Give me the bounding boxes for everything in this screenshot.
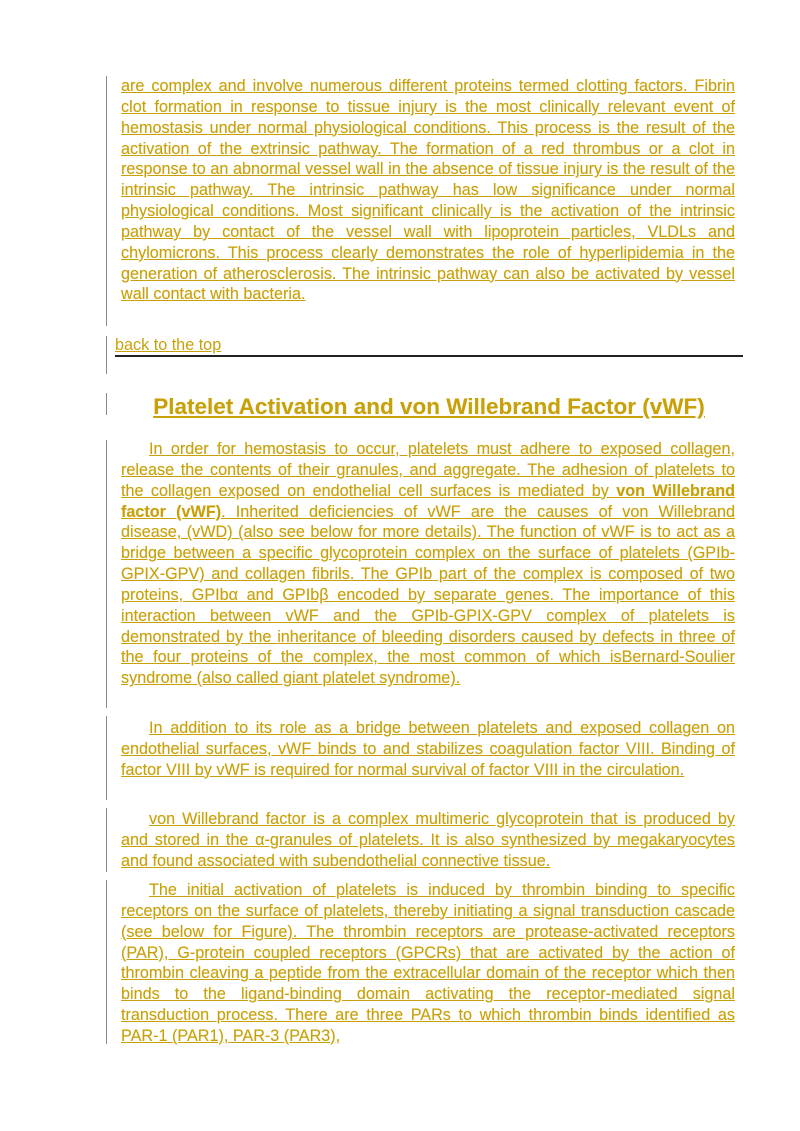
paragraph-2	[121, 718, 735, 781]
paragraph-1	[121, 439, 735, 689]
paragraph-3-text: von Willebrand factor is a complex multimeric glycoprotein that is produced by and stored in the α-granules of platelets. It is also synthesized by megakaryocytes and found associated with subendothelial connective tissue.	[121, 810, 735, 870]
change-bar	[106, 393, 107, 415]
paragraph-2-text: In addition to its role as a bridge between platelets and exposed collagen on endothelial surfaces, vWF binds to and stabilizes coagulation factor VIII. Binding of factor VIII by vWF is required for normal survival of factor VIII in the circulation.	[121, 719, 735, 779]
change-bar	[106, 716, 107, 800]
change-bar	[106, 440, 107, 708]
paragraph-4	[121, 880, 735, 1047]
paragraph-4-text: The initial activation of platelets is induced by thrombin binding to specific receptors on the surface of platelets, thereby initiating a signal transduction cascade (see below for Figure). The thrombin receptors are protease-activated receptors (PAR), G-protein coupled receptors (GPCRs) that are activated by the action of thrombin cleaving a peptide from the extracellular domain of the receptor which then binds to the ligand-binding domain activating the receptor-mediated signal transduction process. There are three PARs to which thrombin binds identified as PAR-1 (PAR1), PAR-3 (PAR3),	[121, 881, 735, 1045]
paragraph-1-text-a: In order for hemostasis to occur, platelets must adhere to exposed collagen, release the contents of their granules, and aggregate. The adhesion of platelets to the collagen exposed on endothelial cell surfaces is mediated by	[121, 440, 735, 500]
change-bar	[106, 880, 107, 1044]
paragraph-3	[121, 809, 735, 872]
paragraph-1-text-b: . Inherited deficiencies of vWF are the causes of von Willebrand disease, (vWD) (also see below for more details). The function of vWF is to act as a bridge between a specific glycoprotein complex on the surface of platelets (GPIb-GPIX-GPV) and collagen fibrils. The GPIb part of the complex is composed of two proteins, GPIbα and GPIbβ encoded by separate genes. The importance of this interaction between vWF and the GPIb-GPIX-GPV complex of platelets is demonstrated by the inheritance of bleeding disorders caused by defects in three of the four proteins of the complex, the most common of which isBernard-Soulier syndrome (also called giant platelet syndrome).	[121, 502, 735, 688]
section-heading: Platelet Activation and von Willebrand Factor (vWF)	[153, 394, 705, 419]
intro-text: are complex and involve numerous different proteins termed clotting factors. Fibrin clot formation in response to tissue injury is the most clinically relevant event of hemostasis under normal physiological conditions. This process is the result of the activation of the extrinsic pathway. The formation of a red thrombus or a clot in response to an abnormal vessel wall in the absence of tissue injury is the result of the intrinsic pathway. The intrinsic pathway has low significance under normal physiological conditions. Most significant clinically is the activation of the intrinsic pathway by contact of the vessel wall with lipoprotein particles, VLDLs and chylomicrons. This process clearly demonstrates the role of hyperlipidemia in the generation of atherosclerosis. The intrinsic pathway can also be activated by vessel wall contact with bacteria.	[121, 77, 735, 304]
change-bar	[106, 336, 107, 374]
vwf-term: von Willebrand factor (vWF)	[121, 481, 735, 521]
horizontal-rule	[115, 355, 743, 357]
intro-paragraph	[121, 76, 735, 305]
back-to-top-link[interactable]: back to the top	[115, 336, 222, 354]
change-bar	[106, 76, 107, 326]
change-bar	[106, 808, 107, 872]
